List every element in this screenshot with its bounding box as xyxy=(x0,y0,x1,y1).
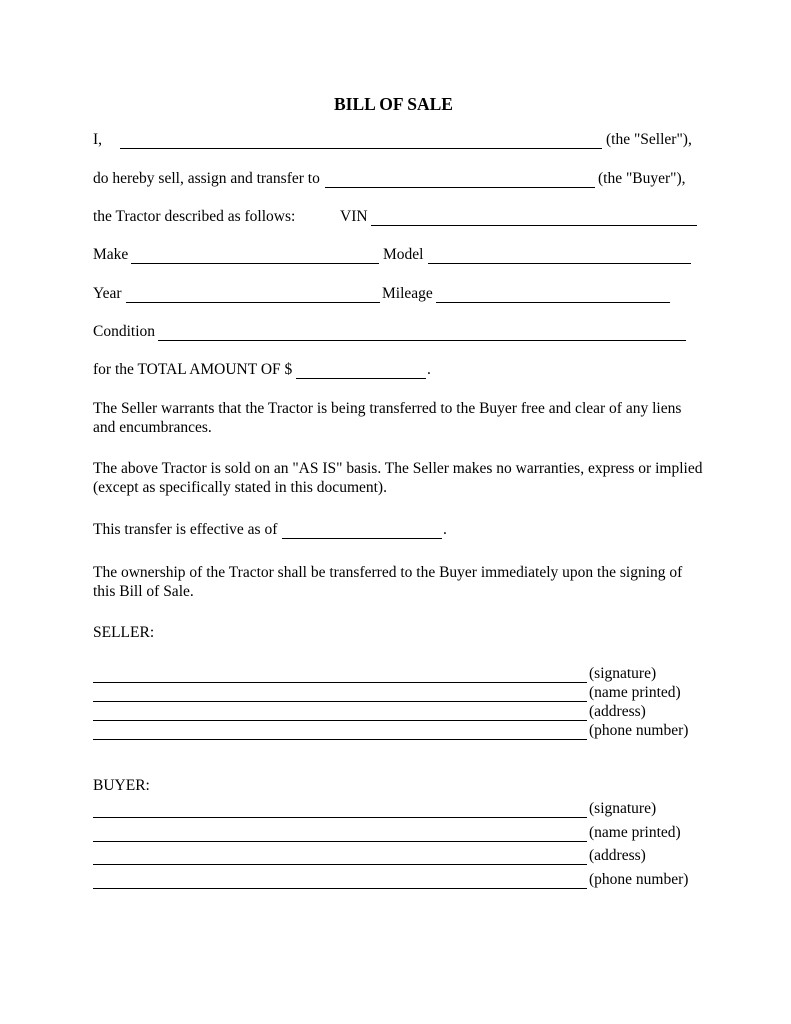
year-field[interactable] xyxy=(126,302,380,303)
effective-date-period: . xyxy=(443,521,447,538)
seller-signature-label: (signature) xyxy=(589,665,657,682)
total-amount-field[interactable] xyxy=(296,378,426,379)
buyer-heading: BUYER: xyxy=(93,777,150,794)
model-field[interactable] xyxy=(428,263,691,264)
buyer-phone-label: (phone number) xyxy=(589,871,689,888)
make-label: Make xyxy=(93,246,129,263)
seller-heading: SELLER: xyxy=(93,624,155,641)
seller-phone-label: (phone number) xyxy=(589,722,689,739)
seller-name-printed-line[interactable] xyxy=(93,701,587,702)
page-title: BILL OF SALE xyxy=(334,94,453,114)
effective-date-field[interactable] xyxy=(282,538,442,539)
buyer-name-printed-line[interactable] xyxy=(93,841,587,842)
transfer-clause-label: do hereby sell, assign and transfer to xyxy=(93,170,320,187)
buyer-name-field[interactable] xyxy=(325,187,595,188)
seller-signature-line[interactable] xyxy=(93,682,587,683)
mileage-label: Mileage xyxy=(382,285,433,302)
seller-address-label: (address) xyxy=(589,703,646,720)
seller-address-line[interactable] xyxy=(93,720,587,721)
make-field[interactable] xyxy=(131,263,379,264)
tractor-description-label: the Tractor described as follows: xyxy=(93,208,296,225)
model-label: Model xyxy=(383,246,424,263)
mileage-field[interactable] xyxy=(436,302,670,303)
buyer-signature-line[interactable] xyxy=(93,817,587,818)
ownership-transfer-paragraph: The ownership of the Tractor shall be transferred to the Buyer immediately upon the signing of this Bill of Sale. xyxy=(93,564,683,600)
buyer-role-label: (the "Buyer"), xyxy=(598,170,686,187)
buyer-address-label: (address) xyxy=(589,847,646,864)
seller-phone-line[interactable] xyxy=(93,739,587,740)
liens-warranty-paragraph: The Seller warrants that the Tractor is being transferred to the Buyer free and clear of any liens and encumbrances. xyxy=(93,400,682,436)
condition-label: Condition xyxy=(93,323,156,340)
seller-name-field[interactable] xyxy=(120,148,602,149)
condition-field[interactable] xyxy=(158,340,686,341)
buyer-address-line[interactable] xyxy=(93,864,587,865)
vin-label: VIN xyxy=(340,208,368,225)
as-is-paragraph: The above Tractor is sold on an "AS IS" basis. The Seller makes no warranties, express or implied (except as specifically stated in this document). xyxy=(93,460,703,496)
vin-field[interactable] xyxy=(371,225,697,226)
year-label: Year xyxy=(93,285,122,302)
seller-intro-label: I, xyxy=(93,131,103,148)
total-amount-period: . xyxy=(427,361,431,378)
seller-name-printed-label: (name printed) xyxy=(589,684,681,701)
total-amount-label: for the TOTAL AMOUNT OF $ xyxy=(93,361,293,378)
buyer-name-printed-label: (name printed) xyxy=(589,824,681,841)
seller-role-label: (the "Seller"), xyxy=(606,131,692,148)
buyer-phone-line[interactable] xyxy=(93,888,587,889)
buyer-signature-label: (signature) xyxy=(589,800,657,817)
effective-date-label: This transfer is effective as of xyxy=(93,521,278,538)
